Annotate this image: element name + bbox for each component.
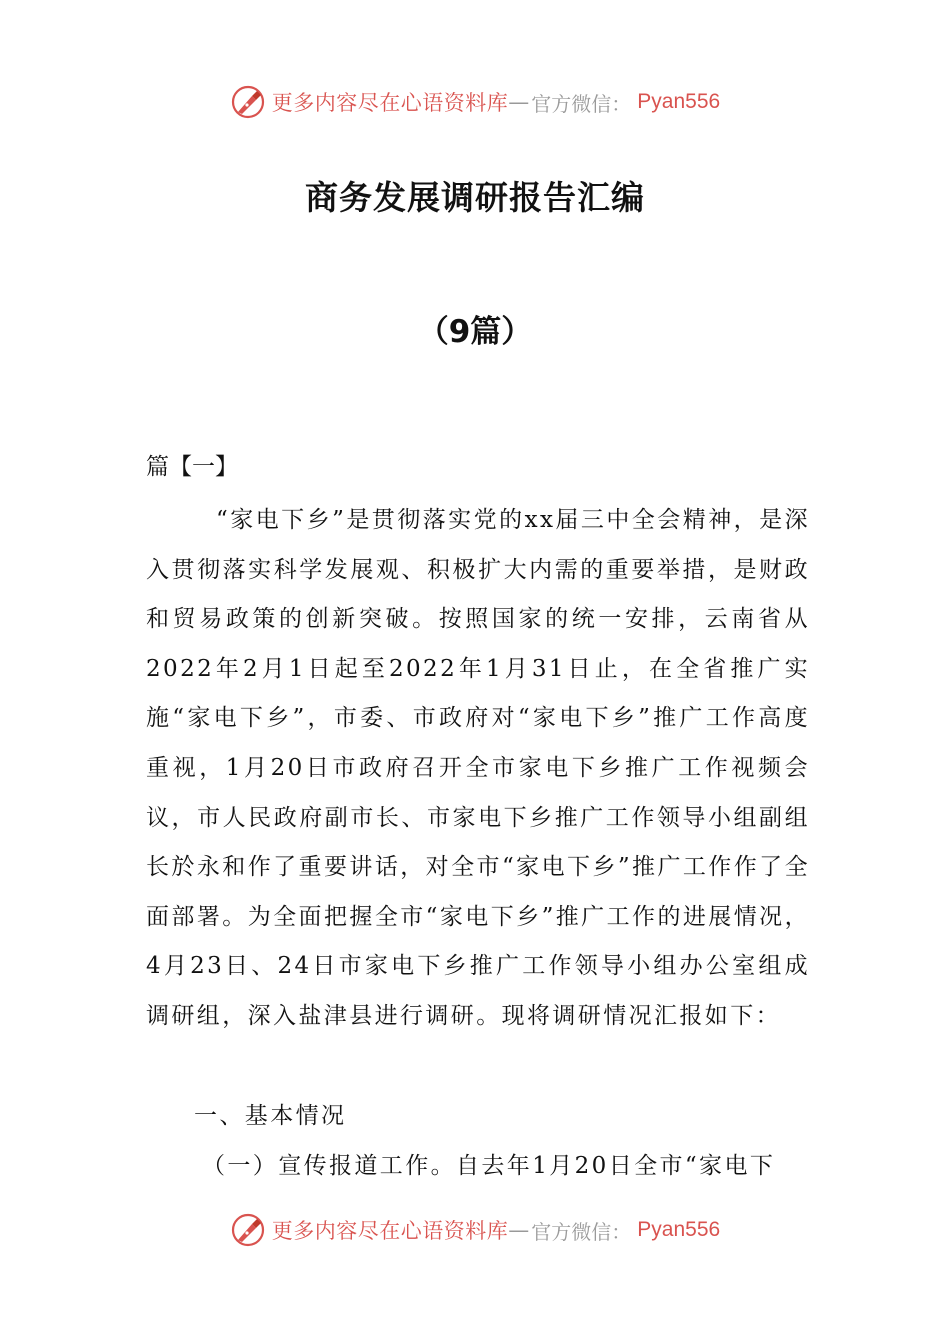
banner-text: 更多内容尽在心语资料库	[271, 91, 509, 115]
paragraph-2	[146, 1142, 810, 1192]
header-banner	[0, 80, 950, 124]
wechat-label: 官方微信：	[531, 1219, 632, 1244]
pen-nib-logo-icon	[230, 1212, 266, 1248]
paragraph-2-text: （一）宣传报道工作。自去年1月20日全市“家电下	[202, 1153, 776, 1179]
document-subtitle: （9篇）	[417, 314, 533, 350]
banner-dash: —	[508, 1218, 530, 1242]
basic-situation-heading: 一、基本情况	[194, 1103, 347, 1129]
pen-nib-logo-icon	[230, 84, 266, 120]
document-title: 商务发展调研报告汇编	[305, 178, 645, 217]
banner-text: 更多内容尽在心语资料库	[271, 1219, 509, 1243]
paragraph-1-text: “家电下乡”是贯彻落实党的xx届三中全会精神，是深入贯彻落实科学发展观、积极扩大内需的重要举措，是财政和贸易政策的创新突破。按照国家的统一安排，云南省从2022年2月1日起至2022年1月31日止，在全省推广实施“家电下乡”，市委、市政府对“家电下乡”推广工作高度重视，1月20日市政府召开全市家电下乡推广工作视频会议，市人民政府副市长、市家电下乡推广工作领导小组副组长於永和作了重要讲话，对全市“家电下乡”推广工作作了全面部署。为全面把握全市“家电下乡”推广工作的进展情况，4月23日、24日市家电下乡推广工作领导小组办公室组成调研组，深入盐津县进行调研。现将调研情况汇报如下：	[146, 507, 810, 1029]
wechat-label: 官方微信：	[531, 91, 632, 116]
banner-dash: —	[508, 90, 530, 114]
wechat-id: Pyan556	[637, 1218, 721, 1241]
footer-banner	[0, 1208, 950, 1252]
section-label: 篇【一】	[146, 454, 238, 480]
paragraph-1	[146, 496, 810, 1042]
wechat-id: Pyan556	[637, 90, 721, 113]
